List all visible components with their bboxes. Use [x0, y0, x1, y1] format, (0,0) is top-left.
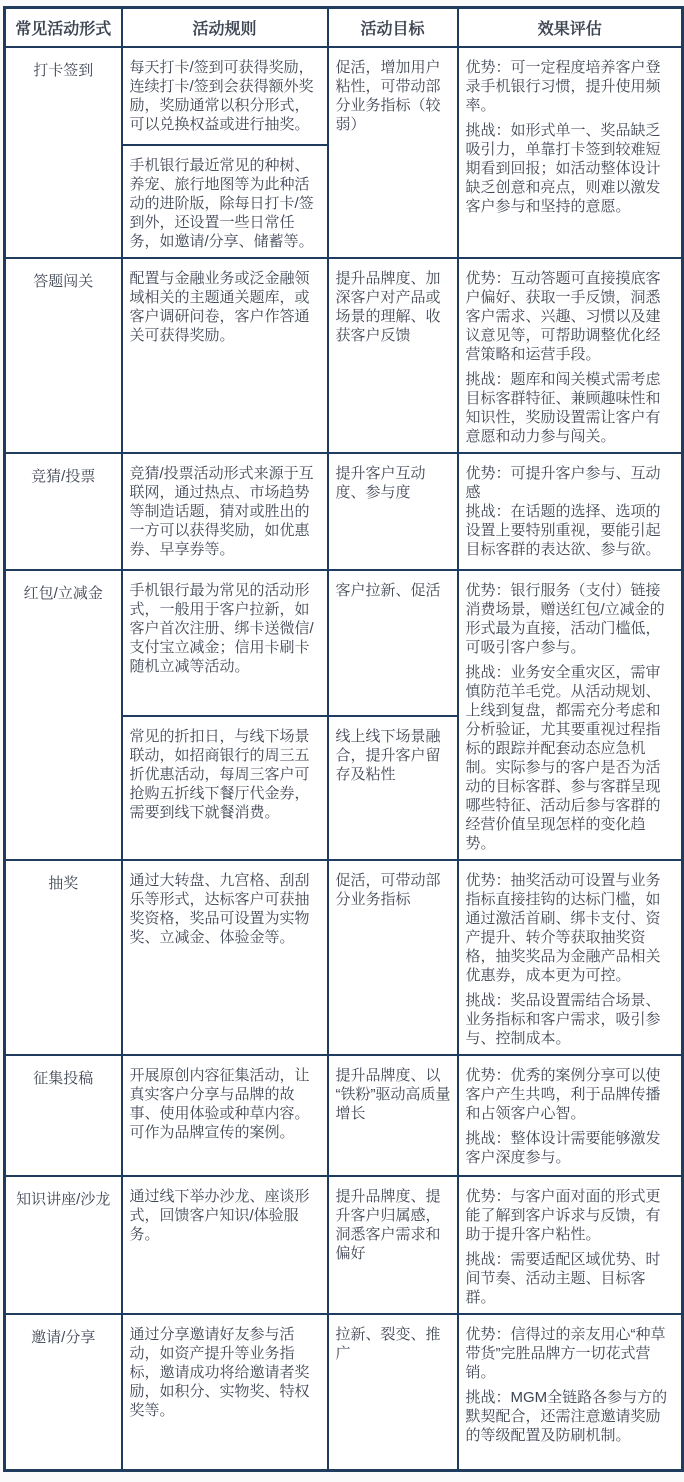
lecture-salon-form-cell: 知识讲座/沙龙: [5, 1176, 122, 1314]
table-row-solicitation: [5, 1055, 683, 1176]
invite-share-eval-advantage: 优势：信得过的亲友用心“种草带货”完胜品牌方一切花式营销。: [465, 1325, 666, 1381]
redpacket-eval-advantage: 优势：银行服务（支付）链接消费场景，赠送红包/立减金的形式最为直接，活动门槛低，可吸引客户参与。: [465, 581, 665, 656]
lecture-salon-eval-advantage: 优势：与客户面对面的形式更能了解到客户诉求与反馈，有助于提升客户粘性。: [465, 1187, 661, 1243]
checkin-eval-challenge: 挑战：如形式单一、奖品缺乏吸引力，单靠打卡签到较难短期看到回报；如活动整体设计缺乏创意和亮点，则难以激发客户参与和坚持的意愿。: [465, 121, 661, 215]
table-row-redpacket: [5, 570, 683, 717]
checkin-eval-cell: [458, 47, 683, 258]
checkin-goal-cell: 促活，增加用户粘性，可带动部分业务指标（较弱）: [328, 47, 458, 258]
redpacket-eval-challenge: 挑战：业务安全重灾区，需审慎防范羊毛党。从活动规划、上线到复盘，都需充分考虑和分析验证，尤其要重视过程指标的跟踪并配套动态应急机制。实际参与的客户是否为活动的目标客群、参与客群呈现哪些特征、活动后参与客群的经营价值呈现怎样的变化趋势。: [465, 663, 661, 852]
guess-vote-goal-cell: 提升客户互动度、参与度: [328, 453, 458, 570]
table-header-row: [5, 8, 683, 47]
redpacket-goal-cell-1: 客户拉新、促活: [328, 570, 458, 717]
guess-vote-eval-advantage: 优势：可提升客户参与、互动感: [465, 464, 661, 501]
table-row-lottery: [5, 860, 683, 1055]
lottery-form-cell: 抽奖: [5, 860, 122, 1055]
lecture-salon-eval-cell: [458, 1176, 683, 1314]
solicitation-form-cell: 征集投稿: [5, 1055, 122, 1176]
guess-vote-form-cell: 竞猜/投票: [5, 453, 122, 570]
checkin-rules-cell-2: 手机银行最近常见的种树、养宠、旅行地图等为此种活动的进阶版，除每日打卡/签到外，还设置一些日常任务，如邀请/分享、储蓄等。: [122, 145, 328, 258]
guess-vote-rules-cell: 竞猜/投票活动形式来源于互联网，通过热点、市场趋势等制造话题，猜对或胜出的一方可以获得奖励，如优惠券、早享券等。: [122, 453, 328, 570]
table-row-invite-share: [5, 1314, 683, 1471]
activity-forms-table: [3, 6, 684, 1472]
invite-share-eval-challenge: 挑战：MGM全链路各参与方的默契配合，还需注意邀请奖励的等级配置及防刷机制。: [465, 1388, 668, 1444]
lottery-rules-cell: 通过大转盘、九宫格、刮刮乐等形式，达标客户可获抽奖资格，奖品可设置为实物奖、立减金、体验金等。: [122, 860, 328, 1055]
solicitation-goal-cell: 提升品牌度、以“铁粉”驱动高质量增长: [328, 1055, 458, 1176]
quiz-eval-cell: [458, 258, 683, 453]
solicitation-eval-challenge: 挑战：整体设计需要能够激发客户深度参与。: [465, 1129, 661, 1166]
guess-vote-eval-challenge: 挑战：在话题的选择、选项的设置上要特别重视，要能引起目标客群的表达欲、参与欲。: [465, 502, 661, 558]
lottery-goal-cell: 促活，可带动部分业务指标: [328, 860, 458, 1055]
header-activity-rules: 活动规则: [122, 8, 328, 47]
lecture-salon-eval-challenge: 挑战：需要适配区域优势、时间节奏、活动主题、目标客群。: [465, 1250, 661, 1306]
lottery-eval-challenge: 挑战：奖品设置需结合场景、业务指标和客户需求，吸引参与、控制成本。: [465, 991, 661, 1047]
table-row-guess-vote: [5, 453, 683, 570]
table-row-lecture-salon: [5, 1176, 683, 1314]
table-row-quiz: [5, 258, 683, 453]
lecture-salon-rules-cell: 通过线下举办沙龙、座谈形式，回馈客户知识/体验服务。: [122, 1176, 328, 1314]
quiz-eval-challenge: 挑战：题库和闯关模式需考虑目标客群特征、兼顾趣味性和知识性，奖励设置需让客户有意愿和动力参与闯关。: [465, 370, 661, 445]
lottery-eval-cell: [458, 860, 683, 1055]
checkin-form-cell: 打卡签到: [5, 47, 122, 258]
checkin-eval-advantage: 优势：可一定程度培养客户登录手机银行习惯，提升使用频率。: [465, 58, 661, 114]
checkin-rules-cell-1: 每天打卡/签到可获得奖励，连续打卡/签到会获得额外奖励，奖励通常以积分形式，可以兑换权益或进行抽奖。: [122, 47, 328, 145]
redpacket-form-cell: 红包/立减金: [5, 570, 122, 860]
redpacket-goal-cell-2: 线上线下场景融合，提升客户留存及粘性: [328, 716, 458, 859]
header-effect-eval: 效果评估: [458, 8, 683, 47]
redpacket-eval-cell: [458, 570, 683, 860]
table-row-checkin: [5, 47, 683, 145]
redpacket-rules-cell-2: 常见的折扣日，与线下场景联动，如招商银行的周三五折优惠活动，每周三客户可抢购五折线下餐厅代金券，需要到线下就餐消费。: [122, 716, 328, 859]
header-activity-goal: 活动目标: [328, 8, 458, 47]
invite-share-rules-cell: 通过分享邀请好友参与活动，如资产提升等业务指标，邀请成功将给邀请者奖励，如积分、实物奖、特权奖等。: [122, 1314, 328, 1471]
solicitation-eval-advantage: 优势：优秀的案例分享可以使客户产生共鸣，利于品牌传播和占领客户心智。: [465, 1066, 661, 1122]
quiz-rules-cell: 配置与金融业务或泛金融领域相关的主题通关题库，或客户调研问卷，客户作答通关可获得奖励。: [122, 258, 328, 453]
invite-share-form-cell: 邀请/分享: [5, 1314, 122, 1471]
quiz-goal-cell: 提升品牌度、加深客户对产品或场景的理解、收获客户反馈: [328, 258, 458, 453]
header-activity-form: 常见活动形式: [5, 8, 122, 47]
invite-share-eval-cell: [458, 1314, 683, 1471]
quiz-form-cell: 答题闯关: [5, 258, 122, 453]
solicitation-rules-cell: 开展原创内容征集活动，让真实客户分享与品牌的故事、使用体验或种草内容。可作为品牌宣传的案例。: [122, 1055, 328, 1176]
lottery-eval-advantage: 优势：抽奖活动可设置与业务指标直接挂钩的达标门槛，如通过激活首刷、绑卡支付、资产提升、转介等获取抽奖资格，抽奖奖品为金融产品相关优惠券，成本更为可控。: [465, 871, 661, 984]
lecture-salon-goal-cell: 提升品牌度、提升客户归属感，洞悉客户需求和偏好: [328, 1176, 458, 1314]
invite-share-goal-cell: 拉新、裂变、推广: [328, 1314, 458, 1471]
redpacket-rules-cell-1: 手机银行最为常见的活动形式，一般用于客户拉新，如客户首次注册、绑卡送微信/支付宝立减金；信用卡刷卡随机立减等活动。: [122, 570, 328, 717]
guess-vote-eval-cell: [458, 453, 683, 570]
quiz-eval-advantage: 优势：互动答题可直接摸底客户偏好、获取一手反馈，洞悉客户需求、兴趣、习惯以及建议意见等，可帮助调整优化经营策略和运营手段。: [465, 269, 661, 363]
solicitation-eval-cell: [458, 1055, 683, 1176]
